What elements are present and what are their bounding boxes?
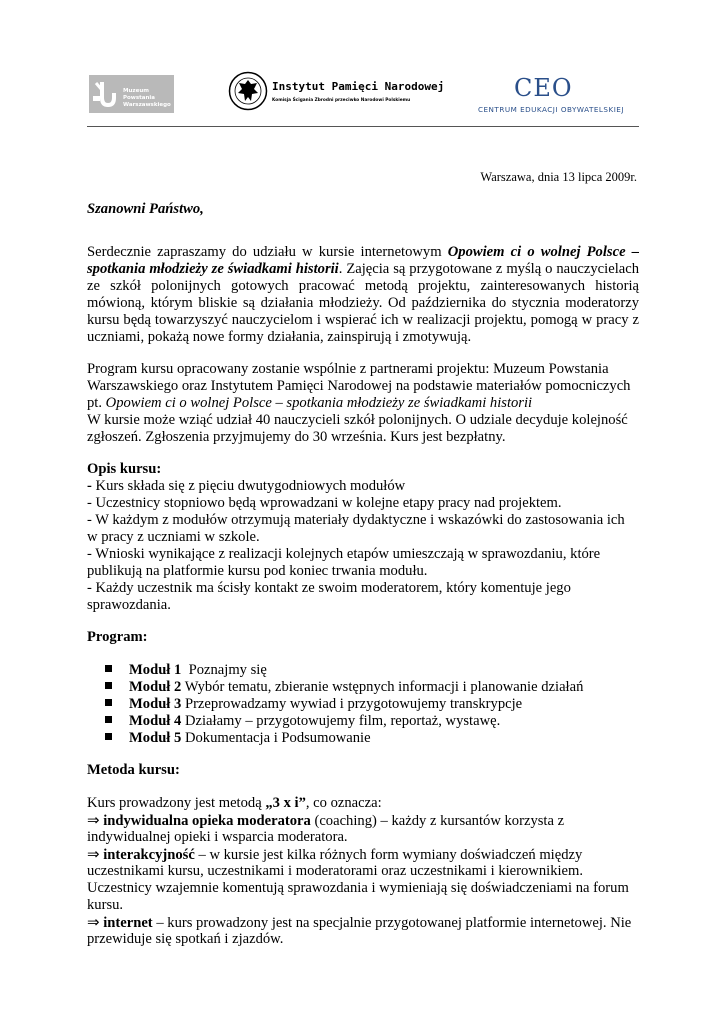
metoda-point-2: ⇒ interakcyjność – w kursie jest kilka różnych form wymiany doświadczeń między: [87, 845, 583, 863]
intro-line-5: kursu będą towarzyszyć nauczycielom i wspierać ich w realizacji projektu, pomogą w pracy z: [87, 312, 639, 328]
metoda-point-1: ⇒ indywidualna opieka moderatora (coaching) – każdy z kursantów korzysta z: [87, 811, 565, 829]
opis-line-2: - Uczestnicy stopniowo będą wprowadzani w kolejne etapy pracy nad projektem.: [87, 495, 562, 511]
program-heading: Program:: [87, 629, 148, 645]
metoda-point-3-cont: przewiduje się spotkań i zjazdów.: [87, 931, 284, 947]
arrow-right-icon: ⇒: [87, 845, 100, 863]
opis-line-5: - Wnioski wynikające z realizacji kolejnych etapów umieszczają w sprawozdaniu, które: [87, 546, 601, 562]
metoda-point-1-cont: indywidualnej opieki i wsparcia moderatora.: [87, 829, 348, 845]
module-item: Moduł 4 Działamy – przygotowujemy film, reportaż, wystawę.: [105, 713, 500, 730]
intro-line-3: ze szkół polonijnych gotowych pracować metodą projektu, zainteresowanych historią: [87, 278, 639, 294]
program-intro-line-4: W kursie może wziąć udział 40 nauczycieli szkół polonijnych. O udziale decyduje kolejność: [87, 412, 628, 428]
header-divider: [87, 126, 639, 127]
program-intro-line-3: pt. Opowiem ci o wolnej Polsce – spotkania młodzieży ze świadkami historii: [87, 395, 533, 411]
intro-line-4: mówioną, którym bliskie są działania młodzieży. Od października do stycznia moderatorzy: [87, 295, 639, 311]
module-item: Moduł 5 Dokumentacja i Podsumowanie: [105, 730, 371, 747]
bullet-square-icon: [105, 682, 112, 689]
bullet-square-icon: [105, 699, 112, 706]
program-intro-line-5: zgłoszeń. Zgłoszenia przyjmujemy do 30 września. Kurs jest bezpłatny.: [87, 429, 506, 445]
logo-muzeum-powstania: [89, 75, 174, 113]
metoda-line-1: Kurs prowadzony jest metodą „3 x i”, co oznacza:: [87, 795, 382, 811]
module-item: Moduł 1 Poznajmy się: [105, 662, 267, 679]
arrow-right-icon: ⇒: [87, 811, 100, 829]
opis-line-4: w pracy z uczniami w szkole.: [87, 529, 260, 545]
logo-ipn-subtitle: Komisja Ścigania Zbrodni przeciwko Narodowi Polskiemu: [272, 98, 411, 103]
bullet-square-icon: [105, 716, 112, 723]
metoda-point-2-cont-1: uczestnikami kursu, uczestnikami i moderatorami oraz uczestnikami i kierownikiem.: [87, 863, 584, 879]
logo-ceo-title: CEO: [514, 74, 573, 102]
muzeum-anchor-icon: [93, 79, 121, 109]
program-intro-line-2: Warszawskiego oraz Instytutem Pamięci Narodowej na podstawie materiałów pomocniczych: [87, 378, 631, 394]
logo-ipn: [228, 68, 448, 114]
bullet-square-icon: [105, 733, 112, 740]
logo-ipn-title: Instytut Pamięci Narodowej: [272, 80, 445, 93]
letter-date: Warszawa, dnia 13 lipca 2009r.: [480, 170, 637, 184]
opis-heading: Opis kursu:: [87, 461, 162, 477]
bullet-square-icon: [105, 665, 112, 672]
opis-line-3: - W każdym z modułów otrzymują materiały dydaktyczne i wskazówki do zastosowania ich: [87, 512, 625, 528]
opis-line-7: - Każdy uczestnik ma ścisły kontakt ze swoim moderatorem, który komentuje jego: [87, 580, 571, 596]
opis-line-6: publikują na platformie kursu pod koniec trwania modułu.: [87, 563, 428, 579]
intro-line-1: Serdecznie zapraszamy do udziału w kursie internetowym Opowiem ci o wolnej Polsce –: [87, 244, 639, 260]
logo-mpw-line2: Warszawskiego: [123, 102, 171, 108]
course-title: Opowiem ci o wolnej Polsce –: [447, 244, 639, 260]
logo-ceo-subtitle: CENTRUM EDUKACJI OBYWATELSKIEJ: [478, 105, 624, 114]
metoda-point-2-cont-2: Uczestnicy wzajemnie komentują sprawozdania i wymieniają się doświadczeniami na forum: [87, 880, 629, 896]
module-item: Moduł 3 Przeprowadzamy wywiad i przygotowujemy transkrypcje: [105, 696, 522, 713]
logo-mpw-line1: Muzeum Powstania: [123, 88, 156, 101]
program-intro-line-1: Program kursu opracowany zostanie wspólnie z partnerami projektu: Muzeum Powstania: [87, 361, 609, 377]
opis-line-8: sprawozdania.: [87, 597, 171, 613]
opis-line-1: - Kurs składa się z pięciu dwutygodniowych modułów: [87, 478, 406, 494]
intro-line-6: uczniami, pokażą nowe formy działania, zainspirują i zmotywują.: [87, 329, 472, 345]
salutation: Szanowni Państwo,: [87, 201, 204, 217]
metoda-point-3: ⇒ internet – kurs prowadzony jest na specjalnie przygotowanej platformie internetowej. Nie: [87, 913, 632, 931]
arrow-right-icon: ⇒: [87, 913, 100, 931]
metoda-heading: Metoda kursu:: [87, 762, 180, 778]
eagle-seal-icon: [228, 71, 268, 111]
logo-ceo: [478, 74, 642, 118]
intro-line-2: spotkania młodzieży ze świadkami historii. Zajęcia są przygotowane z myślą o nauczycielach: [87, 261, 639, 277]
metoda-point-2-cont-3: kursu.: [87, 897, 124, 913]
module-item: Moduł 2 Wybór tematu, zbieranie wstępnych informacji i planowanie działań: [105, 679, 583, 696]
